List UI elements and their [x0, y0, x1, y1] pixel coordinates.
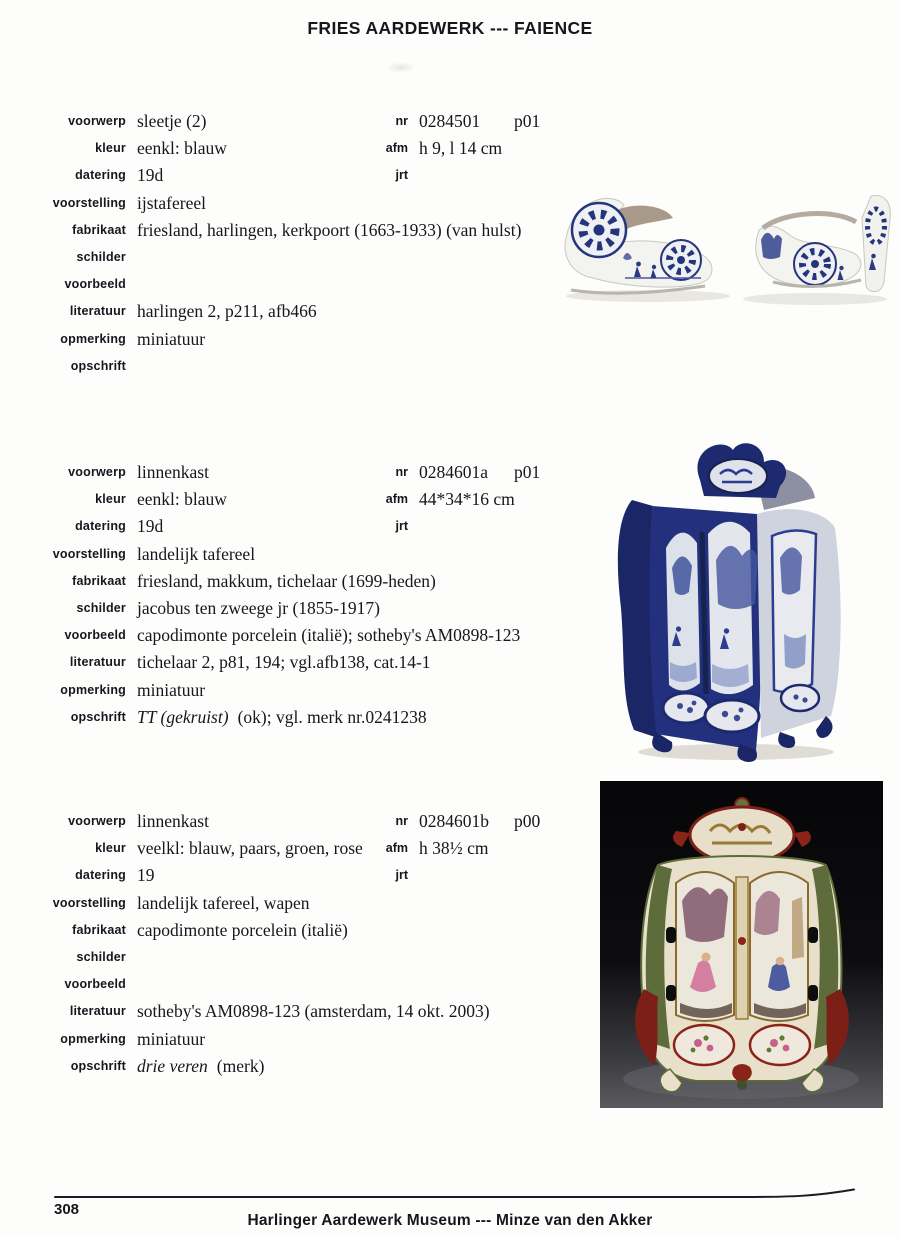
- field-label: voorstelling: [52, 546, 126, 561]
- afm-label: afm: [385, 492, 408, 507]
- field-label: opschrift: [70, 1058, 126, 1073]
- page-title: FRIES AARDEWERK --- FAIENCE: [307, 18, 593, 38]
- field-label: datering: [75, 868, 126, 883]
- field-row: [0, 108, 900, 135]
- field-value: linnenkast: [137, 811, 209, 831]
- field-label: literatuur: [69, 655, 126, 670]
- jrt-label: jrt: [395, 168, 408, 183]
- field-value: tichelaar 2, p81, 194; vgl.afb138, cat.14-1: [137, 652, 431, 673]
- field-value: friesland, harlingen, kerkpoort (1663-1933) (van hulst): [137, 219, 522, 240]
- field-label: voorwerp: [68, 465, 126, 479]
- field-label: datering: [75, 168, 126, 183]
- field-label: kleur: [95, 841, 126, 856]
- afm-value: h 38½ cm: [419, 838, 489, 859]
- field-value: landelijk tafereel: [137, 543, 256, 564]
- page-number: 308: [54, 1201, 80, 1218]
- field-value: miniatuur: [137, 1028, 206, 1049]
- field-label: kleur: [95, 141, 126, 156]
- photo-code: p01: [514, 111, 541, 131]
- field-row: [0, 353, 900, 380]
- jrt-label: jrt: [395, 868, 408, 883]
- field-value: ijstafereel: [137, 192, 206, 213]
- field-label: schilder: [76, 600, 126, 615]
- field-value: landelijk tafereel, wapen: [137, 892, 310, 913]
- field-value: sotheby's AM0898-123 (amsterdam, 14 okt. 2003): [137, 1001, 490, 1022]
- field-value: jacobus ten zweege jr (1855-1917): [137, 597, 380, 618]
- photo-polychrome-cabinet: [600, 781, 883, 1108]
- field-label: voorstelling: [52, 895, 126, 910]
- field-label: opschrift: [70, 709, 126, 724]
- field-value-italic: TT (gekruist): [137, 706, 229, 727]
- field-label: opschrift: [70, 358, 126, 373]
- field-value: 19d: [137, 165, 164, 186]
- field-value: harlingen 2, p211, afb466: [137, 301, 317, 322]
- afm-value: h 9, l 14 cm: [419, 138, 503, 159]
- field-value-italic: drie veren: [137, 1055, 208, 1076]
- photo-code: p01: [514, 462, 541, 482]
- field-value: [137, 704, 427, 730]
- afm-label: afm: [385, 141, 408, 156]
- field-row: [0, 326, 900, 353]
- field-label: literatuur: [69, 1004, 126, 1019]
- field-value: capodimonte porcelein (italië): [137, 919, 348, 940]
- afm-label: afm: [385, 841, 408, 856]
- footer-title: Harlinger Aardewerk Museum --- Minze van den Akker: [247, 1212, 653, 1229]
- field-label: opmerking: [60, 1031, 126, 1046]
- scan-artifact: [386, 62, 416, 73]
- nr-label: nr: [395, 814, 408, 828]
- field-label: datering: [75, 519, 126, 534]
- jrt-label: jrt: [395, 519, 408, 534]
- field-label: voorstelling: [52, 195, 126, 210]
- field-value: 19: [137, 865, 155, 886]
- afm-value: 44*34*16 cm: [419, 489, 515, 510]
- field-label: opmerking: [60, 331, 126, 346]
- field-value: 19d: [137, 516, 164, 537]
- photo-blue-cabinet: [604, 436, 880, 766]
- field-value: linnenkast: [137, 462, 209, 482]
- footer-rule: [54, 1186, 860, 1204]
- field-value: friesland, makkum, tichelaar (1699-heden): [137, 570, 436, 591]
- field-label: kleur: [95, 492, 126, 507]
- field-value-text: (merk): [216, 1055, 265, 1076]
- field-value-text: (ok); vgl. merk nr.0241238: [237, 706, 427, 727]
- field-label: voorwerp: [68, 114, 126, 128]
- field-value: eenkl: blauw: [137, 138, 227, 159]
- field-label: fabrikaat: [72, 573, 126, 588]
- field-label: fabrikaat: [72, 922, 126, 937]
- field-value: sleetje (2): [137, 111, 207, 131]
- field-label: schilder: [76, 249, 126, 264]
- nr-value: 0284501: [419, 111, 481, 131]
- nr-label: nr: [395, 114, 408, 128]
- field-label: opmerking: [60, 682, 126, 697]
- nr-value: 0284601b: [419, 811, 489, 831]
- field-label: voorbeeld: [64, 628, 126, 643]
- field-label: voorwerp: [68, 814, 126, 828]
- photo-code: p00: [514, 811, 541, 831]
- field-value: veelkl: blauw, paars, groen, rose: [137, 838, 363, 859]
- field-label: fabrikaat: [72, 222, 126, 237]
- field-value: capodimonte porcelein (italië); sotheby's AM0898-123: [137, 625, 521, 646]
- field-row: [0, 135, 900, 162]
- photo-sleds: [553, 178, 898, 308]
- field-value: miniatuur: [137, 328, 206, 349]
- field-label: schilder: [76, 949, 126, 964]
- field-label: voorbeeld: [64, 977, 126, 992]
- field-value: eenkl: blauw: [137, 489, 227, 510]
- field-label: voorbeeld: [64, 277, 126, 292]
- field-value: [137, 1053, 264, 1079]
- nr-value: 0284601a: [419, 462, 489, 482]
- field-label: literatuur: [69, 304, 126, 319]
- field-value: miniatuur: [137, 679, 206, 700]
- nr-label: nr: [395, 465, 408, 479]
